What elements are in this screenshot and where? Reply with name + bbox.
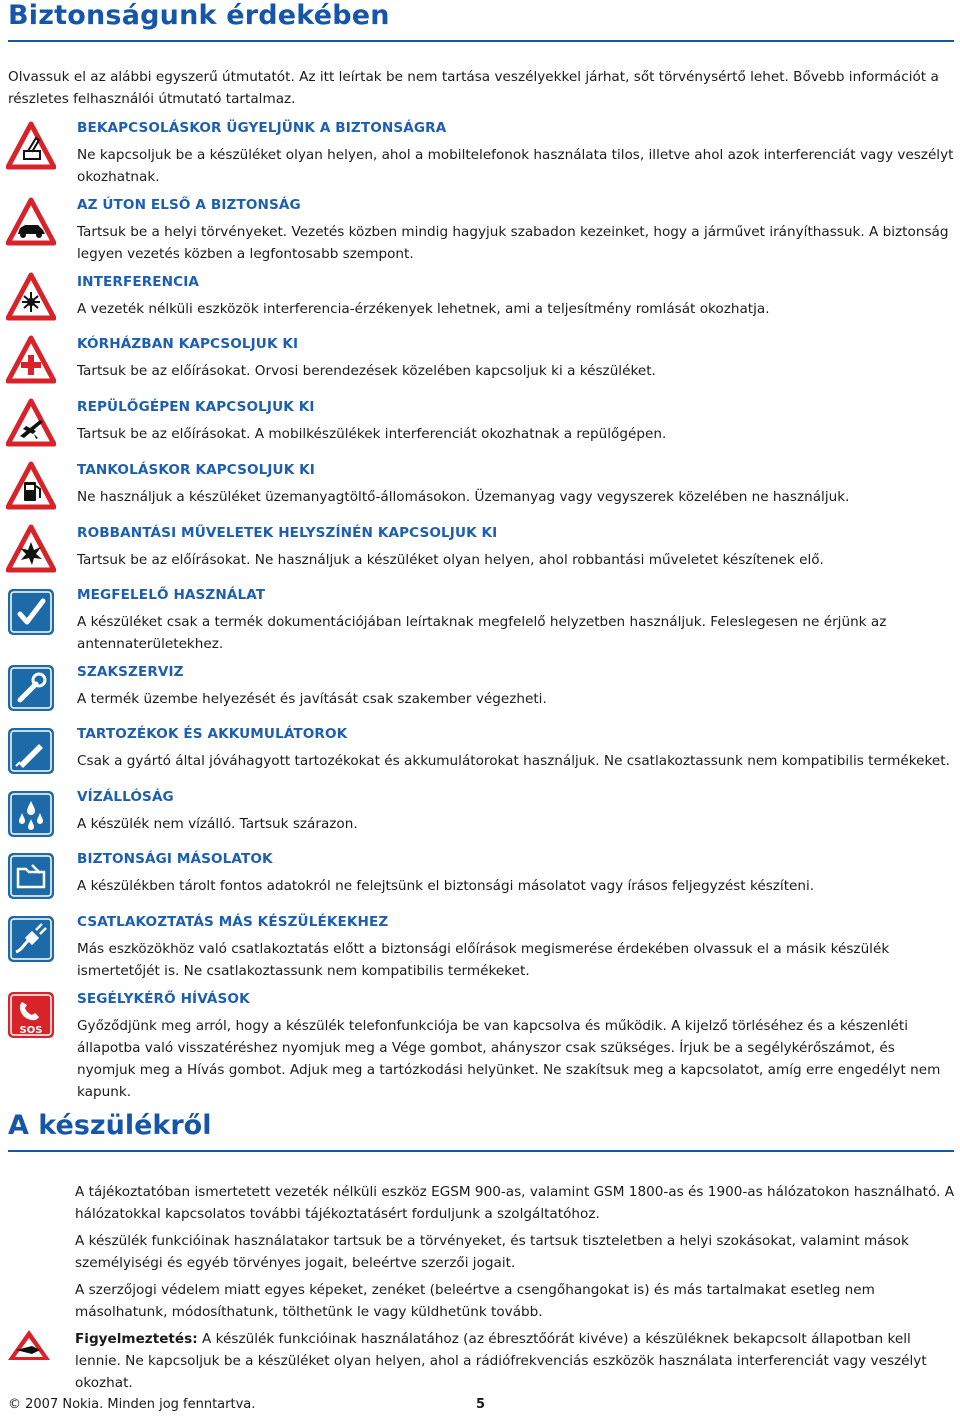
title-divider — [8, 40, 954, 42]
sos-phone-icon — [6, 990, 56, 1040]
safety-item-title: TARTOZÉKOK ÉS AKKUMULÁTOROK — [77, 726, 348, 742]
intro-text: Olvassuk el az alábbi egyszerű útmutatót. Az itt leírtak be nem tartása veszélyekkel járhat, sőt törvénysértő lehet. Bővebb információt a részletes felhasználói útmutató tartalmaz. — [8, 69, 939, 107]
safety-item-switch-on — [77, 117, 957, 188]
warning-hand-icon — [6, 1328, 52, 1362]
safety-item-title: VÍZÁLLÓSÁG — [77, 789, 174, 805]
pen-accessory-icon — [6, 726, 56, 776]
airplane-icon — [6, 398, 56, 448]
page-number: 5 — [476, 1397, 486, 1412]
switch-on-safely-icon — [6, 121, 56, 171]
safety-item-accessories — [77, 723, 957, 772]
safety-item-title: BEKAPCSOLÁSKOR ÜGYELJÜNK A BIZTONSÁGRA — [77, 120, 447, 136]
safety-item-title: TANKOLÁSKOR KAPCSOLJUK KI — [77, 462, 315, 478]
page-title: Biztonságunk érdekében — [8, 0, 390, 31]
backup-folder-icon — [6, 851, 56, 901]
safety-item-connecting — [77, 911, 957, 982]
safety-item-title: ROBBANTÁSI MŰVELETEK HELYSZÍNÉN KAPCSOLJUK KI — [77, 525, 498, 541]
safety-item-text: Csak a gyártó által jóváhagyott tartozékokat és akkumulátorokat használjuk. Ne csatlakoztassunk nem kompatibilis termékeket. — [77, 753, 950, 769]
checkmark-icon — [6, 587, 56, 637]
warning-label: Figyelmeztetés: — [75, 1331, 198, 1347]
fuel-pump-icon — [6, 461, 56, 511]
safety-item-title: SZAKSZERVIZ — [77, 664, 184, 680]
safety-item-refuelling — [77, 459, 957, 508]
safety-item-text: Tartsuk be az előírásokat. Ne használjuk a készüléket olyan helyen, ahol robbantási műveletet készítenek elő. — [77, 552, 824, 568]
safety-item-water — [77, 786, 957, 835]
safety-item-emergency — [77, 988, 957, 1103]
safety-item-aircraft — [77, 396, 957, 445]
about-divider — [8, 1150, 954, 1152]
safety-item-text: A termék üzembe helyezését és javítását csak szakember végezheti. — [77, 691, 547, 707]
safety-item-text: Ne használjuk a készüléket üzemanyagtöltő-állomásokon. Üzemanyag vagy vegyszerek közelében ne használjuk. — [77, 489, 850, 505]
safety-item-title: REPÜLŐGÉPEN KAPCSOLJUK KI — [77, 399, 315, 415]
safety-item-title: BIZTONSÁGI MÁSOLATOK — [77, 851, 273, 867]
copyright: © 2007 Nokia. Minden jog fenntartva. — [8, 1397, 256, 1412]
safety-item-title: MEGFELELŐ HASZNÁLAT — [77, 587, 266, 603]
safety-item-text: A készüléket csak a termék dokumentációjában leírtaknak megfelelő helyzetben használjuk. Feleslegesen ne érjünk az antennaterületekhez. — [77, 614, 887, 652]
section-title-about: A készülékről — [8, 1110, 212, 1141]
road-safety-car-icon — [6, 197, 56, 247]
plug-connector-icon — [6, 914, 56, 964]
water-drops-icon — [6, 789, 56, 839]
safety-item-text: A vezeték nélküli eszközök interferencia-érzékenyek lehetnek, ami a teljesítmény romlását okozhatja. — [77, 301, 770, 317]
safety-item-road — [77, 194, 957, 265]
about-paragraph: A szerzőjogi védelem miatt egyes képeket, zenéket (beleértve a csengőhangokat is) és más tartalmakat esetleg nem másolhatunk, módosíthatunk, tölthetünk le vagy küldhetünk tovább. — [75, 1282, 875, 1320]
warning-text: A készülék funkcióinak használatához (az ébresztőórát kivéve) a készüléknek bekapcsolt állapotban kell lennie. Ne kapcsoljuk be a készüléket olyan helyen, ahol a rádiófrekvenciás eszközök használata interferenciát vagy veszélyt okozhat. — [75, 1331, 927, 1391]
safety-item-text: Ne kapcsoljuk be a készüléket olyan helyen, ahol a mobiltelefonok használata tilos, illetve ahol azok interferenciát vagy veszélyt okozhatnak. — [77, 147, 954, 185]
safety-item-backup — [77, 848, 957, 897]
safety-item-text: A készülék nem vízálló. Tartsuk szárazon. — [77, 816, 358, 832]
safety-item-blasting — [77, 522, 957, 571]
about-paragraph: A készülék funkcióinak használatakor tartsuk be a törvényeket, és tartsuk tiszteletben a helyi szokásokat, valamint mások személyiségi és egyéb törvényes jogait, beleértve szerzői jogait. — [75, 1233, 909, 1271]
safety-item-text: Tartsuk be a helyi törvényeket. Vezetés közben mindig hagyjuk szabadon kezeinket, hogy a járművet irányíthassuk. A biztonság legyen vezetés közben a legfontosabb szempont. — [77, 224, 949, 262]
safety-item-title: CSATLAKOZTATÁS MÁS KÉSZÜLÉKEKHEZ — [77, 914, 389, 930]
safety-item-title: AZ ÚTON ELSŐ A BIZTONSÁG — [77, 197, 301, 213]
safety-item-interference — [77, 271, 957, 320]
safety-item-sensible-use — [77, 584, 957, 655]
safety-item-text: Más eszközökhöz való csatlakoztatás előtt a biztonsági előírások megismerése érdekében olvassuk el a másik készülék ismertetőjét is. Ne csatlakoztassunk nem kompatibilis termékeket. — [77, 941, 890, 979]
safety-item-text: A készülékben tárolt fontos adatokról ne felejtsünk el biztonsági másolatot vagy írásos feljegyzést készíteni. — [77, 878, 815, 894]
explosion-icon — [6, 524, 56, 574]
hospital-cross-icon — [6, 335, 56, 385]
safety-item-text: Tartsuk be az előírásokat. Orvosi berendezések közelében kapcsoljuk ki a készüléket. — [77, 363, 656, 379]
interference-icon — [6, 272, 56, 322]
safety-item-service — [77, 661, 957, 710]
safety-item-hospital — [77, 333, 957, 382]
safety-item-title: INTERFERENCIA — [77, 274, 200, 290]
safety-item-text: Tartsuk be az előírásokat. A mobilkészülékek interferenciát okozhatnak a repülőgépen. — [77, 426, 667, 442]
safety-item-title: SEGÉLYKÉRŐ HÍVÁSOK — [77, 991, 250, 1007]
warning-paragraph — [75, 1328, 955, 1394]
about-paragraph: A tájékoztatóban ismertetett vezeték nélküli eszköz EGSM 900-as, valamint GSM 1800-as és 1900-as hálózatokon használható. A hálózatokkal kapcsolatos további tájékoztatásért forduljunk a szolgáltatóhoz. — [75, 1184, 955, 1222]
safety-item-title: KÓRHÁZBAN KAPCSOLJUK KI — [77, 336, 299, 352]
svg-text:SOS: SOS — [19, 1025, 43, 1036]
wrench-icon — [6, 663, 56, 713]
safety-item-text: Győződjünk meg arról, hogy a készülék telefonfunkciója be van kapcsolva és működik. A kijelző törléséhez és a készenléti állapotba való visszatéréshez nyomjuk meg a Vége gombot, ahányszor csak szükséges. Írjuk be a segélykérőszámot, és nyomjuk meg a Hívás gombot. Adjuk meg a tartózkodási helyünket. Ne szakítsuk meg a kapcsolatot, amíg erre engedélyt nem kapunk. — [77, 1018, 941, 1100]
